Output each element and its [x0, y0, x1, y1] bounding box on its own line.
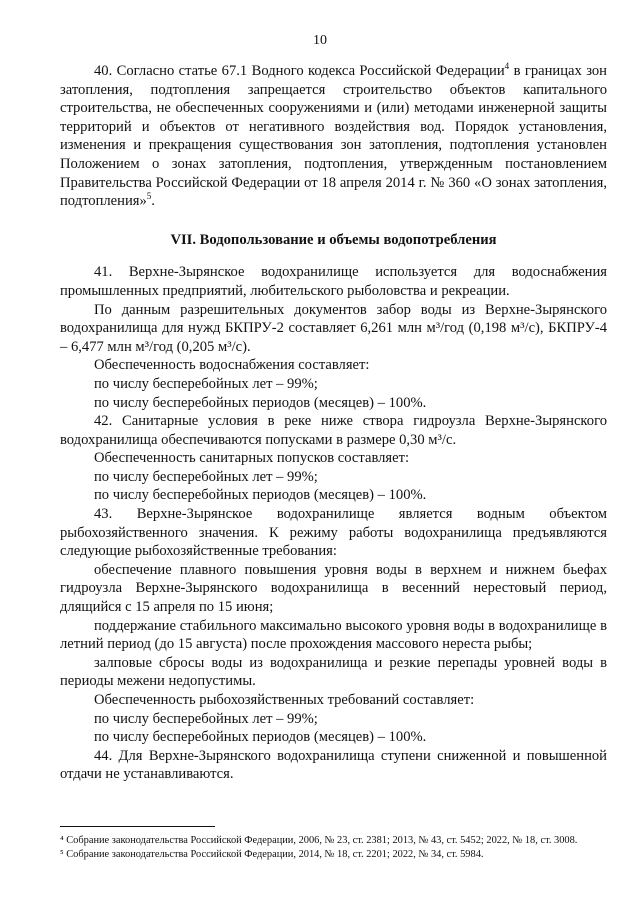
paragraph: 41. Верхне-Зырянское водохранилище используется для водоснабжения промышленных предприятий, любительского рыболовства и рекреации.: [60, 264, 607, 299]
footnote-4: ⁴ Собрание законодательства Российской Федерации, 2006, № 23, ст. 2381; 2013, № 43, ст. 5452; 2022, № 18, ст. 3008.: [60, 835, 578, 846]
paragraph: по числу бесперебойных периодов (месяцев) – 100%.: [94, 487, 427, 504]
paragraph: Обеспеченность санитарных попусков составляет:: [94, 450, 410, 467]
page-number: 10: [313, 33, 327, 48]
paragraph: залповые сбросы воды из водохранилища и резкие перепады уровней воды в периоды межени недопустимы.: [60, 654, 607, 690]
paragraph: обеспечение плавного повышения уровня воды в верхнем и нижнем бьефах гидроузла Верхне-Зырянского водохранилища в весенний нерестовый период, длящийся с 15 апреля по 15 июня;: [60, 561, 607, 616]
paragraph: По данным разрешительных документов забор воды из Верхне-Зырянского водохранилища для нужд БКПРУ-2 составляет 6,261 млн м³/год (0,198 м³/с), БКПРУ-4 – 6,477 млн м³/год (0,205 м³/с).: [60, 301, 607, 355]
section-title: VII. Водопользование и объемы водопотребления: [170, 231, 497, 248]
footnote-5: ⁵ Собрание законодательства Российской Федерации, 2014, № 18, ст. 2201; 2022, № 34, ст. 5984.: [60, 849, 484, 860]
document-body: [60, 62, 607, 784]
paragraph: поддержание стабильного максимально высокого уровня воды в водохранилище в летний период (до 15 августа) после прохождения массового нереста рыбы;: [60, 617, 607, 653]
paragraph: Обеспеченность рыбохозяйственных требований составляет:: [94, 692, 475, 708]
paragraph: по числу бесперебойных периодов (месяцев) – 100%.: [94, 394, 427, 411]
paragraph: по числу бесперебойных лет – 99%;: [94, 710, 318, 727]
footnotes: [60, 834, 620, 862]
paragraph-40-text: в границах зон затопления, подтопления запрещается строительство объектов капитального строительства, не обеспеченных сооружениями и (или) методами инженерной защиты территорий и объектов от негативного воздействия вод. Порядок установления, изменения и прекращения существования зон затопления, подтопления установлен Положением о зонах затопления, подтопления, утвержденным постановлением Правительства Российской Федерации от 18 апреля 2014 г. № 360 «О зонах затопления, подтопления»: [60, 63, 607, 210]
paragraph-40-lead: 40. Согласно статье 67.1 Водного кодекса Российской Федерации: [94, 63, 505, 79]
paragraph: по числу бесперебойных лет – 99%;: [94, 375, 318, 392]
paragraph: Обеспеченность водоснабжения составляет:: [94, 357, 370, 374]
footnote-divider: [60, 826, 215, 827]
paragraph: 43. Верхне-Зырянское водохранилище является водным объектом рыбохозяйственного значения. К режиму работы водохранилища предъявляются следующие рыбохозяйственные требования:: [60, 506, 607, 560]
paragraph: 44. Для Верхне-Зырянского водохранилища ступени сниженной и повышенной отдачи не устанавливаются.: [60, 747, 607, 783]
paragraph: по числу бесперебойных лет – 99%;: [94, 468, 318, 485]
paragraph-40: [60, 62, 607, 211]
footnote-ref-5: 5: [146, 191, 152, 202]
paragraph: 42. Санитарные условия в реке ниже створа гидроузла Верхне-Зырянского водохранилища обеспечиваются попусками в размере 0,30 м³/с.: [60, 413, 607, 448]
footnote-ref-4: 4: [504, 61, 510, 71]
paragraph-40-end: .: [151, 193, 155, 210]
paragraph: по числу бесперебойных периодов (месяцев) – 100%.: [94, 729, 427, 746]
